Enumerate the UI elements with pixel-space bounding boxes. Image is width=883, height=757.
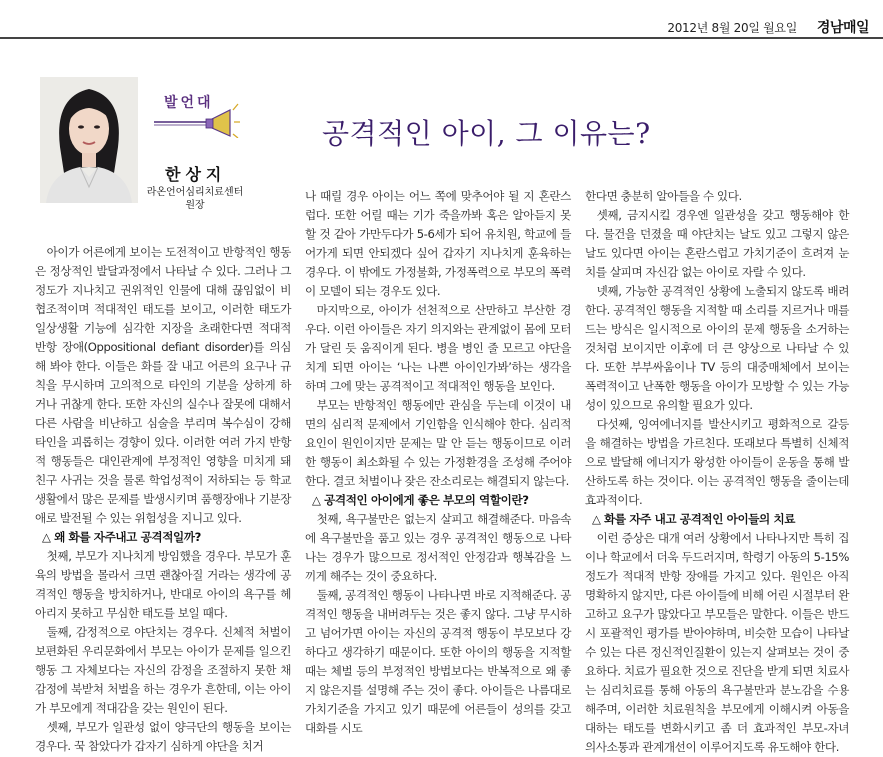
section-heading: △ 공격적인 아이에게 좋은 부모의 역할이란? — [311, 493, 529, 507]
paragraph: 이런 증상은 대개 여러 상황에서 나타나지만 특히 집이나 학교에서 더욱 두드러지며, 학령기 아동의 5-15% 정도가 적대적 반항 장애를 가지고 있다. 원인은 아직 명확하지 않지만, 다른 아이들에 비해 어린 시절부터 완고하고 요구가 많았다고 부모들은 말한다. 이들은 반드시 포괄적인 평가를 받아야하며, 비슷한 모습이 나타날 수 있는 다른 정신적인질환이 있는지 살펴보는 것이 중요하다. 치료가 필요한 것으로 진단을 받게 되면 치료사는 심리치료를 통해 아동의 욕구불만과 분노감을 수용해주며, 이러한 치료원칙을 부모에게 이해시켜 아동을 대하는 태도를 변화시키고 좀 더 효과적인 부모-자녀 의사소통과 관계개선이 이루어지도록 유도해야 한다. — [585, 531, 849, 754]
author-portrait-image — [40, 77, 138, 203]
author-affiliation: 라온언어심리치료센터 원장 — [146, 187, 244, 211]
column-badge — [150, 88, 240, 138]
article-title: 공격적인 아이, 그 이유는? — [322, 117, 651, 150]
paragraph: 한다면 충분히 알아들을 수 있다. — [585, 189, 742, 203]
paragraph: 첫째, 부모가 지나치게 방임했을 경우다. 부모가 훈육의 방법을 몰라서 크면 괜찮아질 거라는 생각에 공격적인 행동을 방치하거나, 반대로 아이의 욕구를 헤아리지 못하고 무심한 태도를 보일 때다. — [35, 549, 291, 620]
paragraph: 셋째, 금지시킬 경우엔 일관성을 갖고 행동해야 한다. 물건을 던졌을 때 야단치는 날도 있고 그렇지 않은 날도 있다면 아이는 혼란스럽고 가치기준이 흐려져 눈치를 살피며 자신감 없는 아이로 자랄 수 있다. — [585, 208, 849, 279]
paragraph: 둘째, 감정적으로 야단치는 경우다. 신체적 처벌이 보편화된 우리문화에서 부모는 아이가 문제를 일으킨 행동 그 자체보다는 자신의 감정을 조절하지 못한 채 감정에 북받쳐 처벌을 하는 경우가 흔한데, 이는 아이가 부모에게 적대감을 갖는 원인이 된다. — [35, 625, 291, 715]
article-column-2 — [305, 187, 571, 738]
paragraph: 아이가 어른에게 보이는 도전적이고 반항적인 행동은 정상적인 발달과정에서 나타날 수 있다. 그러나 그 정도가 지나치고 권위적인 인물에 대해 끊임없이 비협조적이며 적대적인 태도를 보이고, 이러한 태도가 일상생활 기능에 심각한 지장을 초래한다면 적대적 반항 장애(Oppositional defiant disorder)를 의심해 봐야 한다. 이들은 화를 잘 내고 어른의 요구나 규칙을 무시하며 고의적으로 타인의 기분을 상하게 하거나 귀찮게 한다. 또한 자신의 실수나 잘못에 대해서 다른 사람을 비난하고 심술을 부리며 복수심이 강해 타인을 괴롭히는 경향이 있다. 이러한 여러 가지 반항적 행동들은 대인관계에 부정적인 영향을 미치게 돼 친구 사귀는 것을 물론 학업성적이 저하되는 등 학교생활에서 많은 문제를 발생시키며 품행장애나 기분장애로 발전될 수 있는 위험성을 지니고 있다. — [35, 245, 291, 525]
paragraph: 부모는 반항적인 행동에만 관심을 두는데 이것이 내면의 심리적 문제에서 기인함을 인식해야 한다. 심리적 요인이 원인이지만 문제는 말 안 듣는 행동이므로 이러한 행동이 최소화될 수 있는 가정환경을 조성해 주어야 한다. 결코 처벌이나 잦은 잔소리로는 해결되지 않는다. — [305, 398, 571, 488]
paragraph: 둘째, 공격적인 행동이 나타나면 바로 지적해준다. 공격적인 행동을 내버려두는 것은 좋지 않다. 그냥 무시하고 넘어가면 아이는 자신의 공격적 행동이 부모보다 강하다고 생각하기 때문이다. 또한 아이의 행동을 지적할 때는 체벌 등의 부정적인 방법보다는 반복적으로 왜 좋지 않은지를 설명해 주는 것이 좋다. 아이들은 나름대로 가치기준을 가지고 있기 때문에 어른들이 성의를 갖고 대화를 시도 — [305, 588, 571, 735]
paragraph: 넷째, 가능한 공격적인 상황에 노출되지 않도록 배려한다. 공격적인 행동을 지적할 때 소리를 지르거나 매를 드는 방식은 일시적으로 아이의 문제 행동을 소거하는 것처럼 보이지만 이후에 더 큰 양상으로 나타날 수 있다. 또한 부부싸움이나 TV 등의 대중매체에서 보이는 폭력적이고 난폭한 행동을 아이가 모방할 수 있는 가능성이 있으므로 유의할 필요가 있다. — [585, 284, 849, 412]
paragraph: 다섯째, 잉여에너지를 발산시키고 평화적으로 갈등을 해결하는 방법을 가르친다. 또래보다 특별히 신체적으로 발달해 에너지가 왕성한 아이들이 운동을 통해 발산하도록 하는 것이다. 이는 공격적인 행동을 줄이는데 효과적이다. — [585, 417, 849, 507]
newspaper-header — [0, 0, 883, 38]
section-heading: △ 왜 화를 자주내고 공격적일까? — [41, 530, 201, 544]
paragraph: 셋째, 부모가 일관성 없이 양극단의 행동을 보이는 경우다. 꾹 참았다가 갑자기 심하게 야단을 치거 — [35, 720, 291, 753]
paragraph: 마지막으로, 아이가 선천적으로 산만하고 부산한 경우다. 이런 아이들은 자기 의지와는 관계없이 몸에 모터가 달린 듯 움직이게 된다. 병을 병인 줄 모르고 야단을 치게 되면 아이는 ‘나는 나쁜 아이인가봐’하는 생각을 하며 그에 맞는 공격적이고 적대적인 행동을 보인다. — [305, 303, 571, 393]
issue-date: 2012년 8월 20일 월요일 — [667, 21, 797, 35]
article-column-3 — [585, 187, 849, 757]
paragraph: 첫째, 욕구불만은 없는지 살피고 해결해준다. 마음속에 욕구불만을 품고 있는 경우 공격적인 행동으로 나타나는 경우가 많으므로 정서적인 안정감과 행복감을 느끼게 해주는 것이 중요하다. — [305, 512, 571, 583]
newspaper-name: 경남매일 — [816, 20, 869, 36]
megaphone-icon — [150, 88, 240, 138]
paragraph: 나 때릴 경우 아이는 어느 쪽에 맞추어야 될 지 혼란스럽다. 또한 어릴 때는 기가 죽을까봐 혹은 알아듣지 못할 것 같아 가만두다가 5-6세가 되어 유치원, 학교에 들어가게 되면 안되겠다 싶어 갑자기 지나치게 훈육하는 경우다. 이 밖에도 가정불화, 가정폭력으로 부모의 폭력이 모델이 되는 경우도 있다. — [305, 189, 571, 298]
header-rule — [0, 37, 883, 39]
column-badge-label: 발언대 — [164, 95, 214, 111]
author-photo — [40, 77, 138, 203]
author-name: 한상지 — [165, 165, 227, 184]
article-column-1 — [35, 243, 291, 756]
section-heading: △ 화를 자주 내고 공격적인 아이들의 치료 — [591, 512, 796, 526]
